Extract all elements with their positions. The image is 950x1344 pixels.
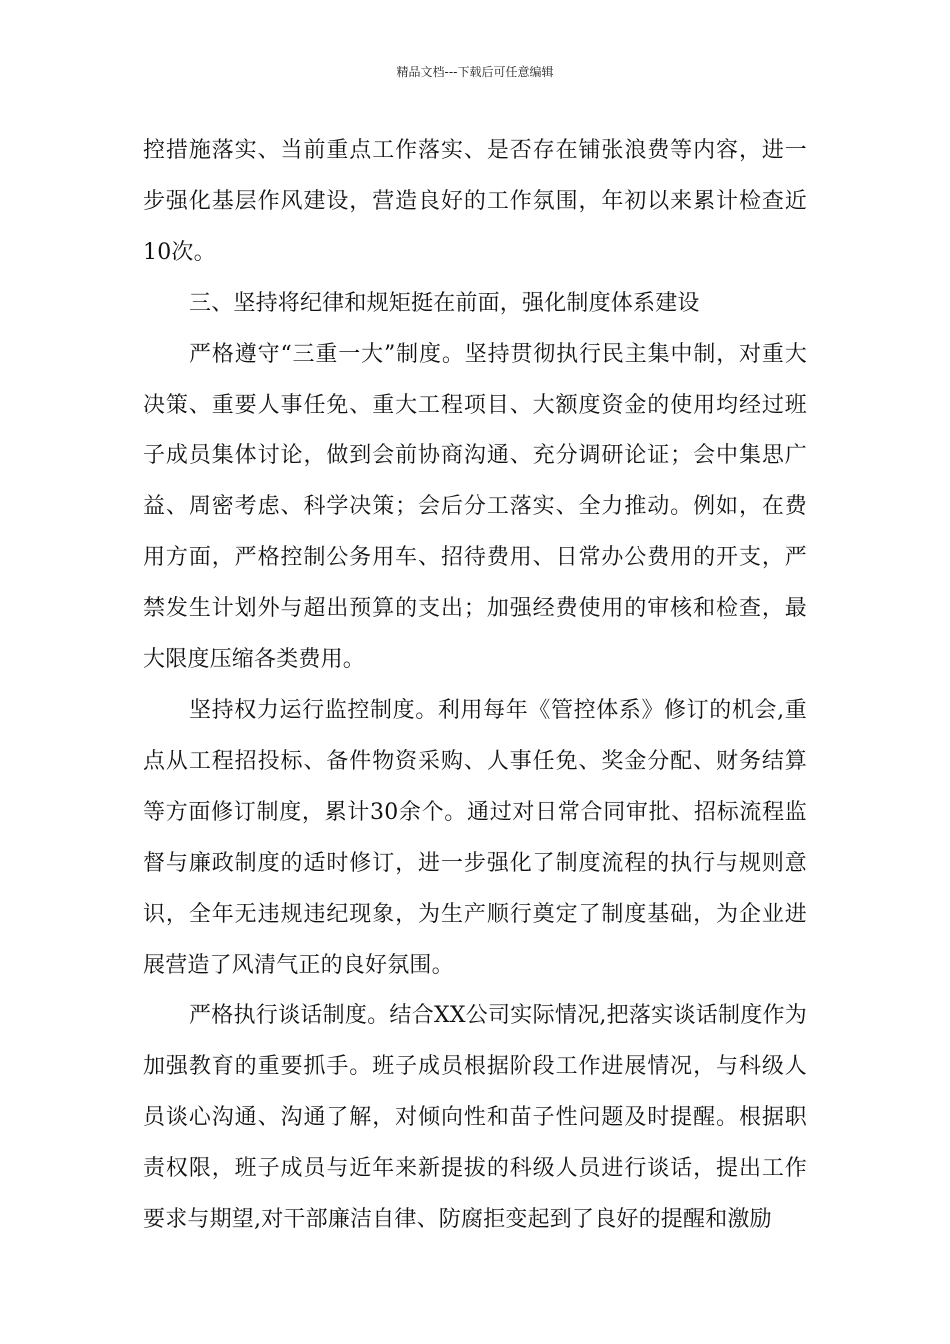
paragraph-three-major-one-large: 严格遵守“三重一大”制度。坚持贯彻执行民主集中制，对重大决策、重要人事任免、重大工程项目、大额度资金的使用均经过班子成员集体讨论，做到会前协商沟通、充分调研论证；会中集思广益、周密考虑、科学决策；会后分工落实、全力推动。例如，在费用方面，严格控制公务用车、招待费用、日常办公费用的开支，严禁发生计划外与超出预算的支出；加强经费使用的审核和检查，最大限度压缩各类费用。 [143,341,807,673]
section-heading: 三、坚持将纪律和规矩挺在前面，强化制度体系建设 [189,290,700,316]
paragraph-continuation: 控措施落实、当前重点工作落实、是否存在铺张浪费等内容，进一步强化基层作风建设，营造良好的工作氛围，年初以来累计检查近10次。 [143,138,807,265]
page-header: 精品文档---下载后可任意编辑 [396,65,554,79]
paragraph-talk-system: 严格执行谈话制度。结合XX公司实际情况,把落实谈话制度作为加强教育的重要抓手。班子成员根据阶段工作进展情况，与科级人员谈心沟通、沟通了解，对倾向性和苗子性问题及时提醒。根据职责权限，班子成员与近年来新提拔的科级人员进行谈话，提出工作要求与期望,对干部廉洁自律、防腐拒变起到了良好的提醒和激励 [143,1003,807,1233]
paragraph-power-monitoring: 坚持权力运行监控制度。利用每年《管控体系》修订的机会,重点从工程招投标、备件物资采购、人事任免、奖金分配、财务结算等方面修订制度，累计30余个。通过对日常合同审批、招标流程监督与廉政制度的适时修订，进一步强化了制度流程的执行与规则意识，全年无违规违纪现象，为生产顺行奠定了制度基础，为企业进展营造了风清气正的良好氛围。 [143,697,807,978]
document-body [143,126,807,1246]
